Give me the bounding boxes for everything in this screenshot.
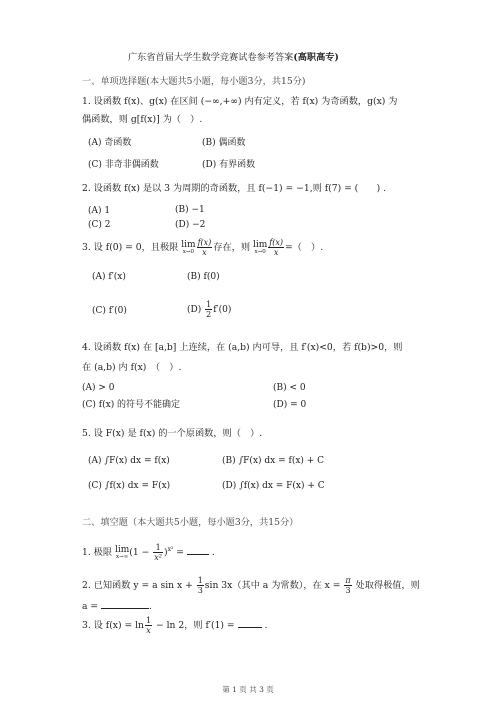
fill-3	[82, 615, 267, 637]
question-1-option-b: (B) 偶函数	[202, 138, 246, 148]
title-suffix: (高职高专)	[293, 52, 339, 63]
fill-1-exponent: x²	[167, 546, 174, 553]
question-5-option-b: (B) ∫F(x) dx = f(x) + C	[222, 456, 325, 466]
fraction-denominator: x	[202, 248, 207, 257]
question-5-option-d: (D) ∫f(x) dx = F(x) + C	[222, 481, 325, 491]
fill-2-post: 处取得极值，则	[352, 580, 420, 591]
question-3-line-1	[82, 238, 323, 258]
question-2-option-b: (B) −1	[175, 205, 205, 215]
question-5-option-a: (A) ∫F(x) dx = f(x)	[88, 456, 170, 466]
question-3-option-c: (C) f′(0)	[92, 306, 127, 316]
question-5-line-1: 5. 设 F(x) 是 f(x) 的一个原函数，则（ ）.	[82, 428, 263, 439]
fill-3-period: .	[261, 620, 268, 631]
fraction-numerator: 1	[206, 300, 212, 309]
fill-3-mid: − ln 2，则 f′(1) =	[153, 620, 238, 631]
q3-mid: 存在，则	[213, 242, 251, 253]
question-3-option-a: (A) f′(x)	[92, 272, 126, 282]
fill-2-line-2	[82, 601, 152, 613]
question-2-option-a: (A) 1	[88, 206, 111, 216]
fraction-denominator: x	[273, 248, 279, 257]
fraction-one-over-x	[145, 616, 152, 635]
lim-label: lim	[252, 239, 268, 250]
fill-1-tail: .	[208, 547, 215, 559]
fill-1	[82, 539, 215, 564]
question-1-option-d: (D) 有界函数	[202, 160, 256, 170]
lim-subscript: x→∞	[115, 553, 129, 560]
question-1-option-c: (C) 非奇非偶函数	[88, 160, 159, 170]
question-4-option-a: (A) > 0	[82, 383, 115, 393]
answer-blank-1[interactable]	[187, 554, 209, 555]
question-4-line-1: 4. 设函数 f(x) 在 [a,b] 上连续，在 (a,b) 内可导，且 f′(x)<0，若 f(b)>0，则	[82, 342, 403, 353]
fraction-denominator: x²	[154, 553, 162, 563]
answer-blank-3[interactable]	[238, 627, 262, 628]
fill-2-line-1	[82, 575, 420, 597]
option-d-expression: f′(0)	[213, 305, 232, 315]
fraction-numerator: π	[345, 576, 351, 585]
question-4-option-c: (C) f(x) 的符号不能确定	[82, 400, 181, 410]
fraction-denominator: x	[146, 626, 151, 635]
section-one-header: 一、单项选择题(本大题共5小题，每小题3分，共15分)	[82, 76, 306, 87]
question-4-option-d: (D) = 0	[273, 400, 307, 410]
fill-3-pre: 3. 设 f(x) = ln	[82, 620, 144, 631]
option-d-label: (D)	[187, 305, 202, 315]
fill-2-pre: 2. 已知函数 y = a sin x +	[82, 580, 196, 591]
fraction-one-over-x-squared	[153, 543, 163, 562]
title-main: 广东省首届大学生数学竞赛试卷参考答案	[128, 52, 294, 63]
fill-2-period: .	[149, 601, 152, 612]
limit-expression-2	[253, 241, 267, 255]
lim-subscript: x→0	[254, 248, 266, 255]
question-4-option-b: (B) < 0	[273, 383, 306, 393]
fraction-numerator: 1	[197, 576, 203, 585]
fraction-denominator: 3	[345, 586, 351, 595]
fill-1-equals: =	[173, 547, 187, 559]
q3-pre: 3. 设 f(0) = 0，且极限	[82, 242, 179, 253]
fraction-one-third	[197, 576, 204, 595]
question-4-line-2: 在 (a,b) 内 f(x) （ ）.	[82, 362, 182, 373]
section-two-header: 二、填空题（本大题共5小题，每小题3分，共15分）	[82, 517, 299, 528]
fraction-one-half	[205, 300, 212, 319]
question-3-option-d	[187, 299, 231, 321]
fraction-denominator: 2	[206, 310, 212, 319]
question-3-option-b: (B) f(0)	[187, 272, 220, 282]
fraction-numerator: 1	[153, 543, 163, 553]
fill-2-mid: sin 3x（其中 a 为常数），在 x =	[204, 580, 344, 591]
fraction-denominator: 3	[197, 586, 203, 595]
question-1-line-2: 偶函数，则 g[f(x)] 为（ ）.	[82, 114, 203, 125]
limit-expression	[181, 241, 195, 255]
q3-post: =（ ）.	[284, 242, 324, 253]
question-2-line-1: 2. 设函数 f(x) 是以 3 为周期的奇函数，且 f(−1) = −1,则 f(7) = ( ) .	[82, 183, 387, 194]
limit-expression	[115, 546, 129, 560]
question-1-line-1: 1. 设函数 f(x)、g(x) 在区间 (−∞,+∞) 内有定义，若 f(x) 为奇函数，g(x) 为	[82, 96, 398, 107]
fraction-fx-over-x-2	[268, 238, 284, 257]
answer-blank-2[interactable]	[101, 608, 149, 609]
page-title	[128, 52, 339, 64]
question-2-option-c: (C) 2	[88, 220, 111, 230]
fraction-pi-over-3	[344, 576, 351, 595]
fill-1-body: (1 −	[129, 547, 153, 559]
lim-label: lim	[181, 239, 196, 250]
fill-1-close: )	[163, 547, 168, 559]
lim-label: lim	[114, 544, 130, 555]
question-5-option-c: (C) ∫f(x) dx = F(x)	[88, 481, 171, 491]
lim-subscript: x→0	[182, 248, 195, 255]
fraction-numerator: f(x)	[197, 238, 212, 247]
fraction-fx-over-x	[197, 238, 213, 257]
fill-2-a-equals: a =	[82, 601, 102, 612]
question-2-option-d: (D) −2	[175, 220, 206, 230]
fraction-numerator: f(x)	[269, 238, 283, 247]
fraction-numerator: 1	[145, 616, 152, 625]
fill-1-pre: 1. 极限	[82, 547, 113, 559]
page-footer: 第 1 页 共 3 页	[222, 685, 274, 694]
question-1-option-a: (A) 奇函数	[88, 138, 132, 148]
